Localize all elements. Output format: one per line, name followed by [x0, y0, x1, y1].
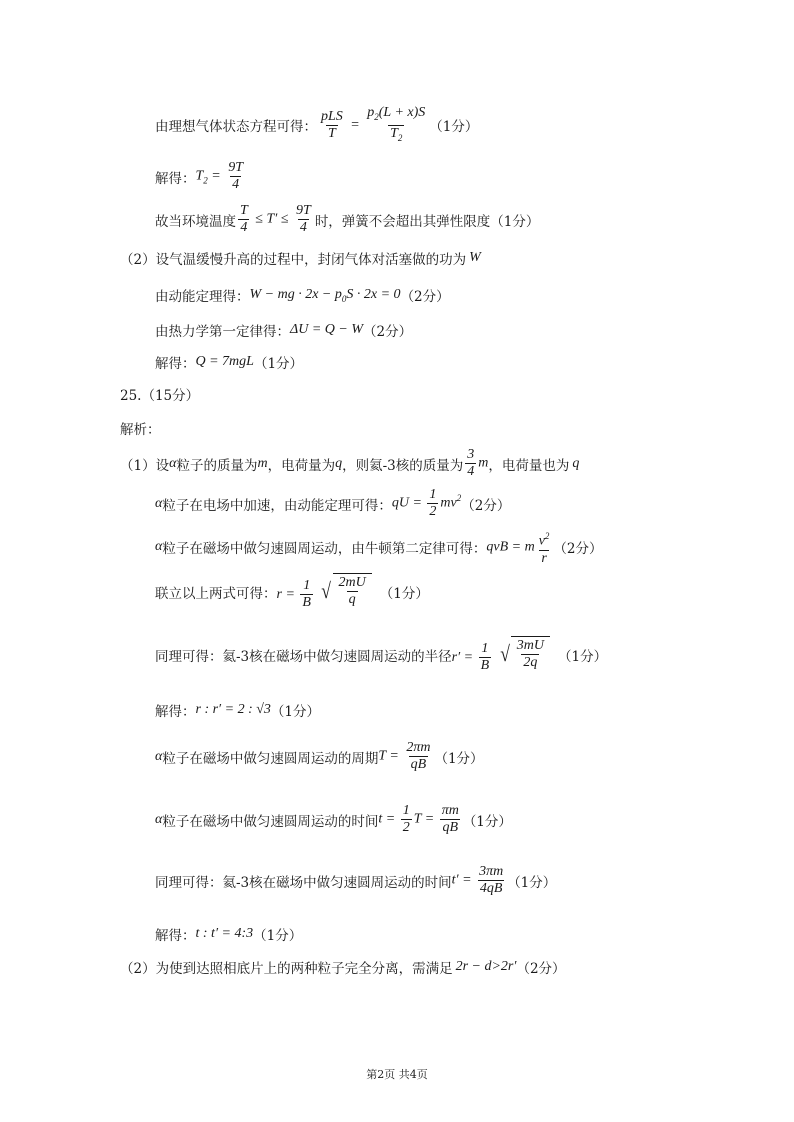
- alpha-symbol: α: [155, 495, 163, 511]
- time-alpha-text: 粒子在磁场中做匀速圆周运动的时间: [162, 813, 379, 830]
- part2-intro-text: （2）设气温缓慢升高的过程中，封闭气体对活塞做的功为: [120, 252, 467, 268]
- page-footer: 第2页 共4页: [366, 1068, 428, 1081]
- electric-score: （2分）: [461, 497, 511, 514]
- time-he3-score: （1分）: [507, 874, 557, 891]
- line-period: [155, 740, 484, 773]
- time-he3-text: 同理可得：氦-3核在磁场中做匀速圆周运动的时间: [155, 874, 452, 891]
- setup-text-a: （1）设: [120, 457, 170, 474]
- line-electric-acceleration: [155, 487, 510, 520]
- radius-he3-score: （1分）: [558, 649, 608, 666]
- temperature-text-a: 故当环境温度: [155, 213, 236, 230]
- electric-formula: qU = $\frac{1}{2}$ $mv^2$: [391, 487, 462, 519]
- condition-text: （2）为使到达照相底片上的两种粒子完全分离，需满足: [120, 961, 453, 977]
- time-alpha-formula: t = $\frac{1}{2}$ T = $\frac{\pi m}{qB}$: [378, 803, 459, 835]
- magnetic-text: 粒子在磁场中做匀速圆周运动，由牛顿第二定律可得：: [162, 541, 487, 558]
- radius-ratio-score: （1分）: [270, 704, 321, 720]
- alpha-symbol: α: [155, 748, 163, 764]
- time-ratio-text: 解得：: [155, 928, 196, 944]
- radius-he3-formula: r′ = $\frac{1}{B}$ √ $\frac{3mU}{2q}$: [452, 636, 550, 674]
- line-radius-ratio: [155, 700, 320, 720]
- setup-text-d: ，则氦-3核的质量为: [342, 457, 464, 474]
- time-ratio-formula: t : t′ = 4:3: [195, 926, 254, 941]
- alpha-symbol: α: [155, 539, 163, 555]
- radius-formula: r = $\frac{1}{B}$ √ $\frac{2mU}{q}$: [277, 573, 372, 611]
- solve-q-formula: Q = 7mgL: [195, 354, 254, 369]
- time-ratio-score: （1分）: [253, 928, 303, 944]
- line-kinetic-energy-theorem: [155, 285, 450, 305]
- question-25-heading: [120, 384, 199, 404]
- period-score: （1分）: [434, 750, 484, 767]
- kinetic-score: （2分）: [400, 289, 450, 305]
- charge-symbol-2: q: [572, 455, 580, 471]
- line-magnetic-newton: [155, 528, 603, 567]
- radius-ratio-text: 解得：: [155, 704, 196, 720]
- time-alpha-score: （1分）: [462, 813, 512, 830]
- line-solve-q: [155, 352, 303, 372]
- kinetic-text: 由动能定理得：: [155, 289, 250, 305]
- condition-formula: 2r − d>2r′: [455, 959, 517, 974]
- radius-he3-text: 同理可得：氦-3核在磁场中做匀速圆周运动的半径: [155, 649, 452, 666]
- solve-t2-formula: $T_2$ = $\frac{9T}{4}$: [195, 160, 244, 192]
- line-temperature-range: [155, 203, 539, 236]
- solve-q-text: 解得：: [155, 356, 196, 372]
- alpha-symbol: α: [169, 455, 177, 471]
- part2-intro-var: W: [469, 250, 481, 265]
- line-radius-he3: [155, 636, 607, 674]
- line-first-law: [155, 320, 412, 340]
- ideal-gas-text: 由理想气体状态方程可得：: [155, 119, 317, 136]
- temperature-text-b: 时，弹簧不会超出其弹性限度（1分）: [314, 213, 540, 230]
- temperature-formula: $\frac{T}{4}$ ≤ T′ ≤ $\frac{9T}{4}$: [240, 203, 311, 235]
- he3-mass-formula: $\frac{3}{4}$ m: [467, 447, 489, 479]
- condition-score: （2分）: [516, 961, 566, 977]
- magnetic-formula: qvB = m $\frac{v^2}{r}$: [486, 531, 550, 566]
- charge-symbol: q: [335, 455, 343, 471]
- line-part1-setup: [120, 447, 579, 480]
- radius-ratio-formula: r : r′ = 2 : √3: [195, 702, 271, 717]
- line-solve-t2: [155, 160, 247, 193]
- analysis-heading: [120, 418, 161, 438]
- line-part2-intro: [120, 248, 481, 268]
- time-he3-formula: t′ = $\frac{3\pi m}{4qB}$: [451, 864, 504, 896]
- radius-score: （1分）: [379, 586, 429, 603]
- ideal-gas-score: （1分）: [429, 119, 479, 136]
- kinetic-formula: W − mg · $2x - p_0S \cdot 2x = 0$: [249, 286, 401, 304]
- setup-text-c: ，电荷量为: [267, 457, 336, 474]
- question-25-text: 25.（15分）: [120, 388, 200, 404]
- first-law-text: 由热力学第一定律得：: [155, 324, 290, 340]
- period-formula: T = $\frac{2\pi m}{qB}$: [378, 740, 431, 772]
- electric-text: 粒子在电场中加速，由动能定理可得：: [162, 497, 392, 514]
- period-text: 粒子在磁场中做匀速圆周运动的周期: [162, 750, 379, 767]
- solve-q-score: （1分）: [253, 356, 304, 372]
- line-part2-condition: [120, 957, 566, 977]
- first-law-formula: ΔU = Q − W: [290, 322, 363, 337]
- ideal-gas-formula: $\frac{\text{pLS}}{T}$ = $\frac{p_2(L + x)S}{T_2}$: [317, 105, 429, 146]
- line-radius-alpha: [155, 573, 429, 611]
- mass-symbol: m: [257, 455, 268, 471]
- setup-text-b: 粒子的质量为: [176, 457, 258, 474]
- solve-t2-text: 解得：: [155, 170, 196, 187]
- line-ideal-gas-equation: [155, 105, 478, 146]
- line-time-alpha: [155, 803, 512, 836]
- analysis-text: 解析：: [120, 422, 161, 438]
- radius-text: 联立以上两式可得：: [155, 586, 277, 603]
- magnetic-score: （2分）: [553, 541, 603, 558]
- setup-text-e: ，电荷量也为: [488, 457, 570, 474]
- first-law-score: （2分）: [363, 324, 413, 340]
- line-time-he3: [155, 864, 556, 897]
- line-time-ratio: [155, 924, 302, 944]
- alpha-symbol: α: [155, 811, 163, 827]
